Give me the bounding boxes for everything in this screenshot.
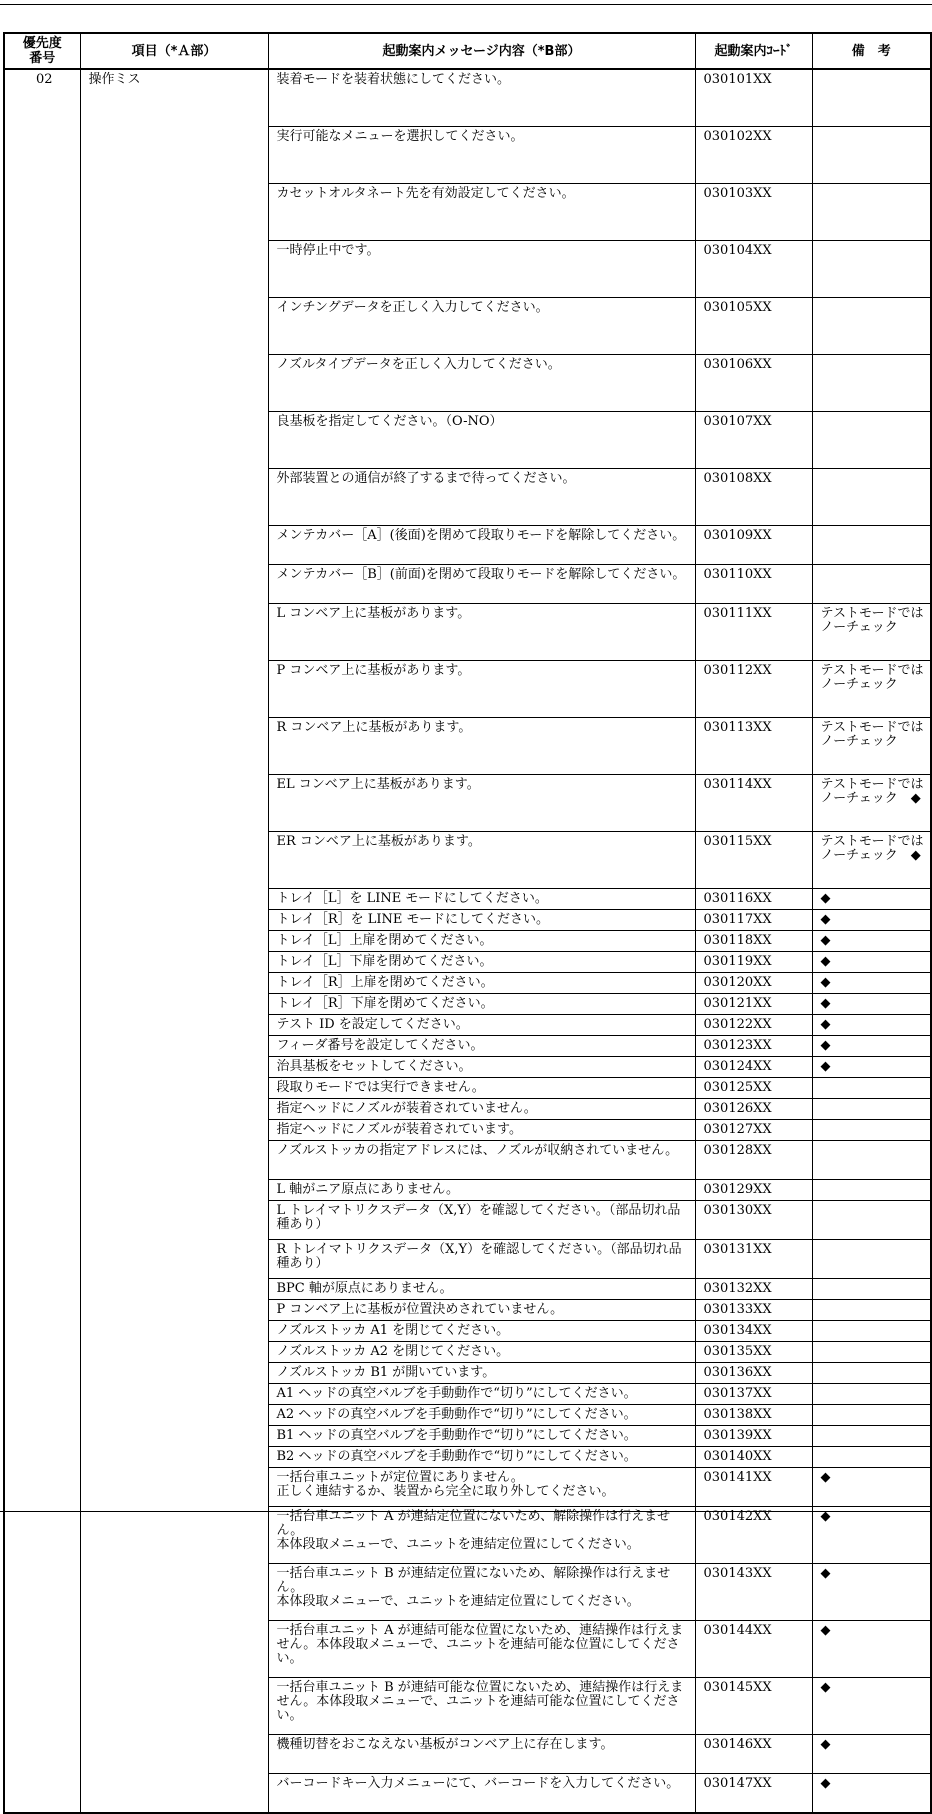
message-cell: R トレイマトリクスデータ（X,Y）を確認してください。（部品切れ品種あり） [268, 1240, 695, 1279]
message-cell: P コンベア上に基板が位置決めされていません。 [268, 1300, 695, 1321]
table-body [4, 69, 931, 1813]
remark-cell: テストモードではノーチェック [812, 661, 931, 718]
message-cell: 実行可能なメニューを選択してください。 [268, 127, 695, 184]
code-cell: 030110XX [695, 565, 812, 604]
code-cell: 030133XX [695, 1300, 812, 1321]
remark-cell [812, 1099, 931, 1120]
code-cell: 030103XX [695, 184, 812, 241]
remark-cell: ◆ [812, 889, 931, 910]
header-row [4, 33, 931, 69]
remark-cell [812, 526, 931, 565]
code-cell: 030143XX [695, 1564, 812, 1621]
header-code: 起動案内ｺｰﾄﾞ [695, 33, 812, 69]
header-priority: 優先度 番号 [4, 33, 80, 69]
code-cell: 030127XX [695, 1120, 812, 1141]
code-cell: 030109XX [695, 526, 812, 565]
code-cell: 030106XX [695, 355, 812, 412]
code-cell: 030131XX [695, 1240, 812, 1279]
code-cell: 030136XX [695, 1363, 812, 1384]
code-cell: 030117XX [695, 910, 812, 931]
code-cell: 030137XX [695, 1384, 812, 1405]
remark-cell [812, 565, 931, 604]
message-cell: R コンベア上に基板があります。 [268, 718, 695, 775]
message-cell: EL コンベア上に基板があります。 [268, 775, 695, 832]
message-cell: B2 ヘッドの真空バルブを手動動作で“切り”にしてください。 [268, 1447, 695, 1468]
remark-cell: ◆ [812, 1468, 931, 1507]
remark-cell [812, 1279, 931, 1300]
message-cell: ノズルストッカ A1 を閉じてください。 [268, 1321, 695, 1342]
message-cell: トレイ［R］上扉を閉めてください。 [268, 973, 695, 994]
code-cell: 030145XX [695, 1678, 812, 1735]
remark-cell [812, 1300, 931, 1321]
message-cell: B1 ヘッドの真空バルブを手動動作で“切り”にしてください。 [268, 1426, 695, 1447]
remark-cell: テストモードではノーチェック [812, 604, 931, 661]
code-cell: 030107XX [695, 412, 812, 469]
code-cell: 030125XX [695, 1078, 812, 1099]
priority-number: 02 [4, 69, 80, 1813]
message-cell: バーコードキー入力メニューにて、バーコードを入力してください。 [268, 1774, 695, 1814]
remark-cell [812, 412, 931, 469]
item-category: 操作ミス [80, 69, 268, 1813]
remark-cell: ◆ [812, 1507, 931, 1564]
bottom-rule [0, 1511, 932, 1512]
message-cell: トレイ［R］下扉を閉めてください。 [268, 994, 695, 1015]
message-cell: 指定ヘッドにノズルが装着されています。 [268, 1120, 695, 1141]
message-cell: フィーダ番号を設定してください。 [268, 1036, 695, 1057]
message-cell: テスト ID を設定してください。 [268, 1015, 695, 1036]
message-cell: L 軸がニア原点にありません。 [268, 1180, 695, 1201]
code-cell: 030140XX [695, 1447, 812, 1468]
message-cell: ノズルストッカ B1 が開いています。 [268, 1363, 695, 1384]
message-cell: 良基板を指定してください。（O-NO） [268, 412, 695, 469]
message-cell: 一括台車ユニット A が連結可能な位置にないため、連結操作は行えません。本体段取メニューで、ユニットを連結可能な位置にしてください。 [268, 1621, 695, 1678]
remark-cell [812, 469, 931, 526]
remark-cell: テストモードではノーチェック [812, 718, 931, 775]
message-cell: 一括台車ユニット A が連結定位置にないため、解除操作は行えません。 本体段取メニューで、ユニットを連結定位置にしてください。 [268, 1507, 695, 1564]
code-cell: 030126XX [695, 1099, 812, 1120]
code-cell: 030141XX [695, 1468, 812, 1507]
remark-cell [812, 355, 931, 412]
code-cell: 030122XX [695, 1015, 812, 1036]
message-cell: 外部装置との通信が終了するまで待ってください。 [268, 469, 695, 526]
message-cell: 一時停止中です。 [268, 241, 695, 298]
code-cell: 030144XX [695, 1621, 812, 1678]
code-cell: 030129XX [695, 1180, 812, 1201]
code-cell: 030146XX [695, 1735, 812, 1774]
remark-cell: ◆ [812, 952, 931, 973]
remark-cell [812, 298, 931, 355]
code-cell: 030134XX [695, 1321, 812, 1342]
message-cell: 指定ヘッドにノズルが装着されていません。 [268, 1099, 695, 1120]
top-rule [0, 4, 932, 5]
message-cell: ノズルタイプデータを正しく入力してください。 [268, 355, 695, 412]
code-cell: 030111XX [695, 604, 812, 661]
code-cell: 030118XX [695, 931, 812, 952]
remark-cell: ◆ [812, 1735, 931, 1774]
code-cell: 030112XX [695, 661, 812, 718]
code-cell: 030114XX [695, 775, 812, 832]
code-cell: 030116XX [695, 889, 812, 910]
remark-cell: ◆ [812, 931, 931, 952]
remark-cell [812, 1426, 931, 1447]
remark-cell [812, 184, 931, 241]
message-cell: ノズルストッカ A2 を閉じてください。 [268, 1342, 695, 1363]
code-cell: 030135XX [695, 1342, 812, 1363]
remark-cell: ◆ [812, 1774, 931, 1814]
remark-cell: テストモードではノーチェック ◆ [812, 832, 931, 889]
message-cell: 治具基板をセットしてください。 [268, 1057, 695, 1078]
remark-cell: ◆ [812, 1036, 931, 1057]
remark-cell [812, 1201, 931, 1240]
remark-cell: ◆ [812, 1015, 931, 1036]
code-cell: 030108XX [695, 469, 812, 526]
code-cell: 030120XX [695, 973, 812, 994]
message-cell: トレイ［R］を LINE モードにしてください。 [268, 910, 695, 931]
code-cell: 030123XX [695, 1036, 812, 1057]
remark-cell [812, 1120, 931, 1141]
message-cell: P コンベア上に基板があります。 [268, 661, 695, 718]
message-cell: L コンベア上に基板があります。 [268, 604, 695, 661]
code-cell: 030128XX [695, 1141, 812, 1180]
code-cell: 030119XX [695, 952, 812, 973]
message-cell: カセットオルタネート先を有効設定してください。 [268, 184, 695, 241]
code-cell: 030102XX [695, 127, 812, 184]
remark-cell [812, 241, 931, 298]
message-cell: 一括台車ユニット B が連結定位置にないため、解除操作は行えません。 本体段取メニューで、ユニットを連結定位置にしてください。 [268, 1564, 695, 1621]
code-cell: 030124XX [695, 1057, 812, 1078]
code-cell: 030105XX [695, 298, 812, 355]
message-cell: インチングデータを正しく入力してください。 [268, 298, 695, 355]
code-cell: 030101XX [695, 69, 812, 127]
remark-cell: ◆ [812, 910, 931, 931]
remark-cell [812, 1363, 931, 1384]
message-cell: 一括台車ユニット B が連結可能な位置にないため、連結操作は行えません。本体段取メニューで、ユニットを連結可能な位置にしてください。 [268, 1678, 695, 1735]
message-cell: ノズルストッカの指定アドレスには、ノズルが収納されていません。 [268, 1141, 695, 1180]
message-cell: トレイ［L］上扉を閉めてください。 [268, 931, 695, 952]
header-remarks: 備 考 [812, 33, 931, 69]
remark-cell [812, 1447, 931, 1468]
remark-cell: ◆ [812, 1678, 931, 1735]
message-cell: 段取りモードでは実行できません。 [268, 1078, 695, 1099]
code-cell: 030121XX [695, 994, 812, 1015]
message-cell: トレイ［L］下扉を閉めてください。 [268, 952, 695, 973]
message-cell: ER コンベア上に基板があります。 [268, 832, 695, 889]
code-cell: 030142XX [695, 1507, 812, 1564]
message-cell: メンテカバー［A］(後面)を閉めて段取りモードを解除してください。 [268, 526, 695, 565]
message-cell: L トレイマトリクスデータ（X,Y）を確認してください。（部品切れ品種あり） [268, 1201, 695, 1240]
header-item: 項目（*Ａ部） [80, 33, 268, 69]
remark-cell [812, 1405, 931, 1426]
remark-cell [812, 1342, 931, 1363]
remark-cell: テストモードではノーチェック ◆ [812, 775, 931, 832]
code-cell: 030139XX [695, 1426, 812, 1447]
message-cell: A1 ヘッドの真空バルブを手動動作で“切り”にしてください。 [268, 1384, 695, 1405]
code-cell: 030138XX [695, 1405, 812, 1426]
guidance-message-table [3, 32, 932, 1814]
remark-cell [812, 1078, 931, 1099]
remark-cell [812, 1384, 931, 1405]
remark-cell: ◆ [812, 1057, 931, 1078]
remark-cell [812, 127, 931, 184]
remark-cell: ◆ [812, 1621, 931, 1678]
code-cell: 030115XX [695, 832, 812, 889]
remark-cell [812, 1180, 931, 1201]
message-cell: A2 ヘッドの真空バルブを手動動作で“切り”にしてください。 [268, 1405, 695, 1426]
code-cell: 030147XX [695, 1774, 812, 1814]
message-cell: メンテカバー［B］(前面)を閉めて段取りモードを解除してください。 [268, 565, 695, 604]
table-row [4, 69, 931, 127]
code-cell: 030104XX [695, 241, 812, 298]
message-cell: 一括台車ユニットが定位置にありません。 正しく連結するか、装置から完全に取り外してください。 [268, 1468, 695, 1507]
remark-cell: ◆ [812, 1564, 931, 1621]
remark-cell: ◆ [812, 973, 931, 994]
remark-cell [812, 1321, 931, 1342]
message-cell: トレイ［L］を LINE モードにしてください。 [268, 889, 695, 910]
header-message: 起動案内メッセージ内容（*B部） [268, 33, 695, 69]
code-cell: 030132XX [695, 1279, 812, 1300]
remark-cell: ◆ [812, 994, 931, 1015]
code-cell: 030130XX [695, 1201, 812, 1240]
remark-cell [812, 1240, 931, 1279]
message-cell: 機種切替をおこなえない基板がコンベア上に存在します。 [268, 1735, 695, 1774]
message-cell: 装着モードを装着状態にしてください。 [268, 69, 695, 127]
message-cell: BPC 軸が原点にありません。 [268, 1279, 695, 1300]
remark-cell [812, 69, 931, 127]
code-cell: 030113XX [695, 718, 812, 775]
remark-cell [812, 1141, 931, 1180]
